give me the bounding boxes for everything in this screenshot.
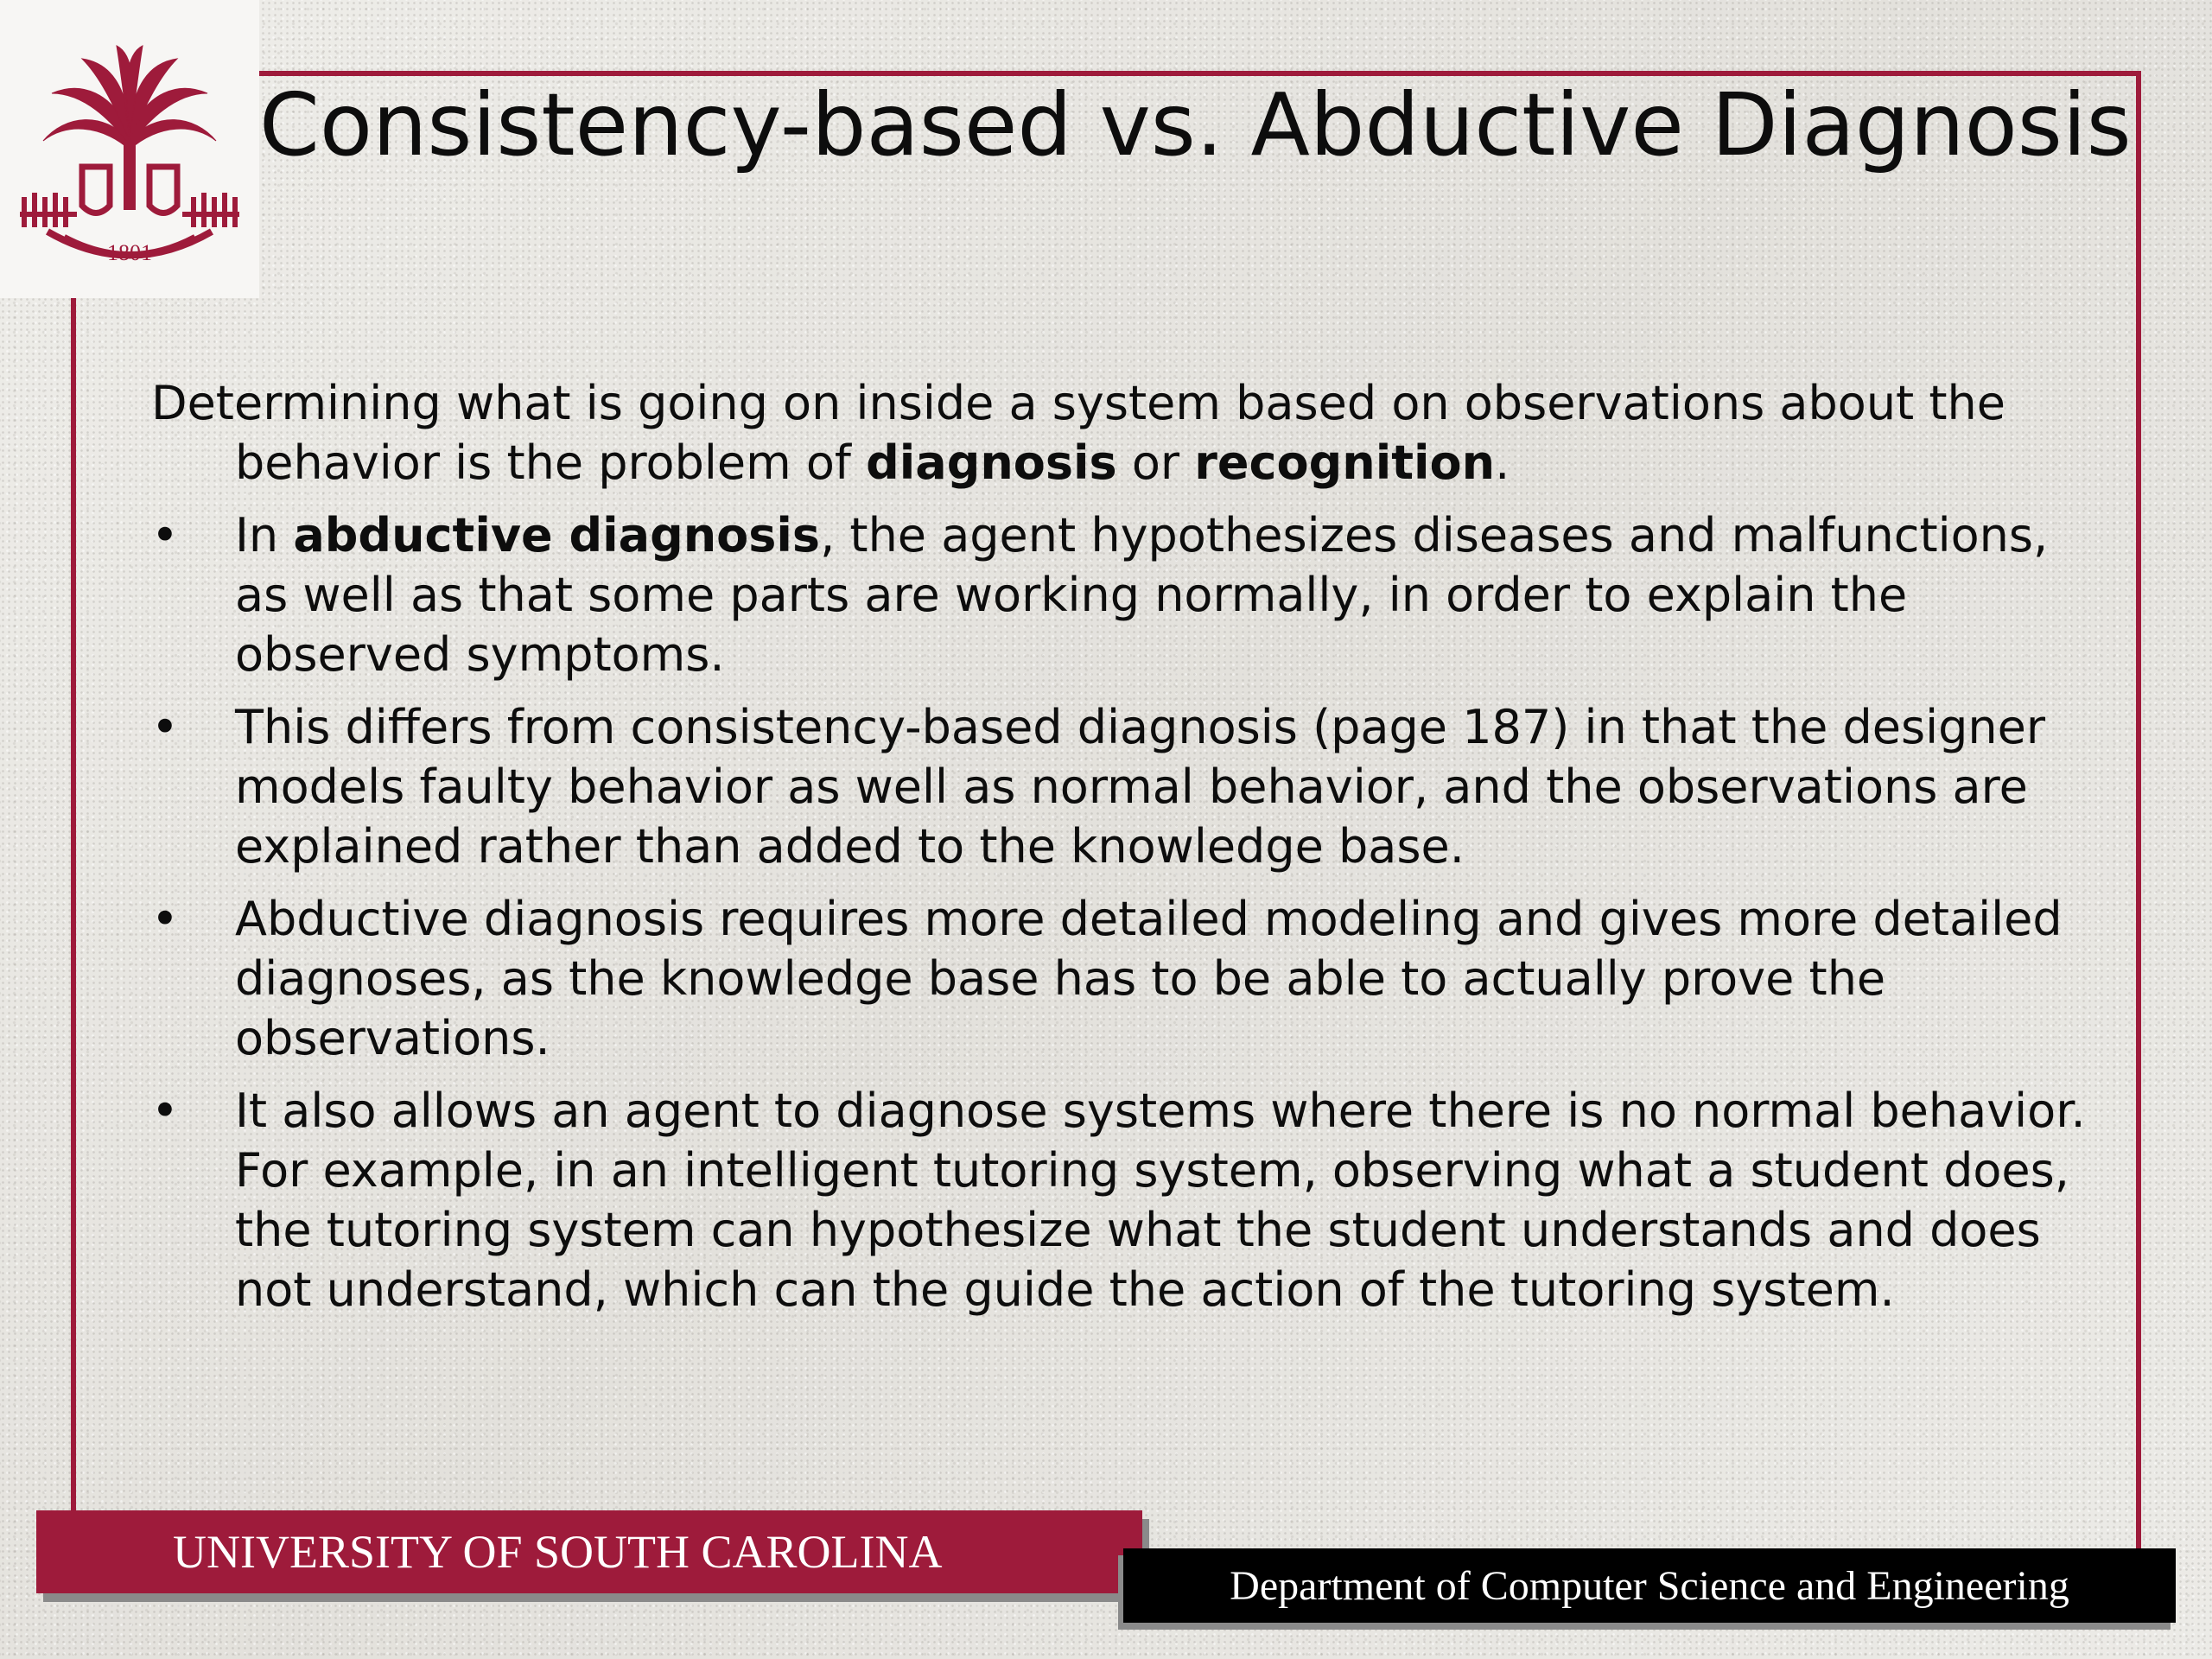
bullet-list [151,505,2095,1319]
bullet-bold-term: abductive diagnosis [293,508,821,563]
bullet-prefix: In [235,508,294,563]
intro-text-c: . [1495,435,1510,490]
slide-title: Consistency-based vs. Abductive Diagnosis [259,74,2132,175]
bullet-text: It also allows an agent to diagnose systems where there is no normal behavior. For example, in an intelligent tutoring system, observing what a student does, the tutoring system can hypothesize what the student understands and does not understand, which can the guide the action of the tutoring system. [235,1084,2086,1317]
intro-bold-recognition: recognition [1194,435,1496,490]
department-name: Department of Computer Science and Engineering [1230,1562,2069,1609]
bullet-item [151,697,2095,876]
slide-content [151,373,2095,1332]
intro-bold-diagnosis: diagnosis [866,435,1117,490]
bullet-marker: • [151,1084,179,1138]
intro-text-b: or [1116,435,1195,490]
logo-year: 1801 [107,239,152,265]
bullet-item [151,1081,2095,1319]
university-banner [36,1510,1142,1593]
bullet-item [151,889,2095,1068]
bullet-text: This differs from consistency-based diagnosis (page 187) in that the designer models faulty behavior as well as normal behavior, and the observations are explained rather than added to the knowledge base. [235,700,2046,874]
bullet-text: , the agent hypothesizes diseases and malfunctions, as well as that some parts are working normally, in order to explain the observed symptoms. [235,508,2049,682]
palmetto-tree-seal-icon [13,20,246,279]
bullet-marker: • [151,508,179,563]
bullet-marker: • [151,700,179,754]
department-banner [1123,1548,2176,1623]
bullet-text: Abductive diagnosis requires more detailed modeling and gives more detailed diagnoses, as the knowledge base has to be able to actually prove the observations. [235,892,2063,1065]
logo-box [0,0,259,298]
bullet-item [151,505,2095,684]
bullet-marker: • [151,892,179,946]
intro-text-a: Determining what is going on inside a system based on observations about the behavior is the problem of [151,376,2005,490]
university-name: UNIVERSITY OF SOUTH CAROLINA [173,1526,943,1578]
intro-paragraph [151,373,2095,493]
